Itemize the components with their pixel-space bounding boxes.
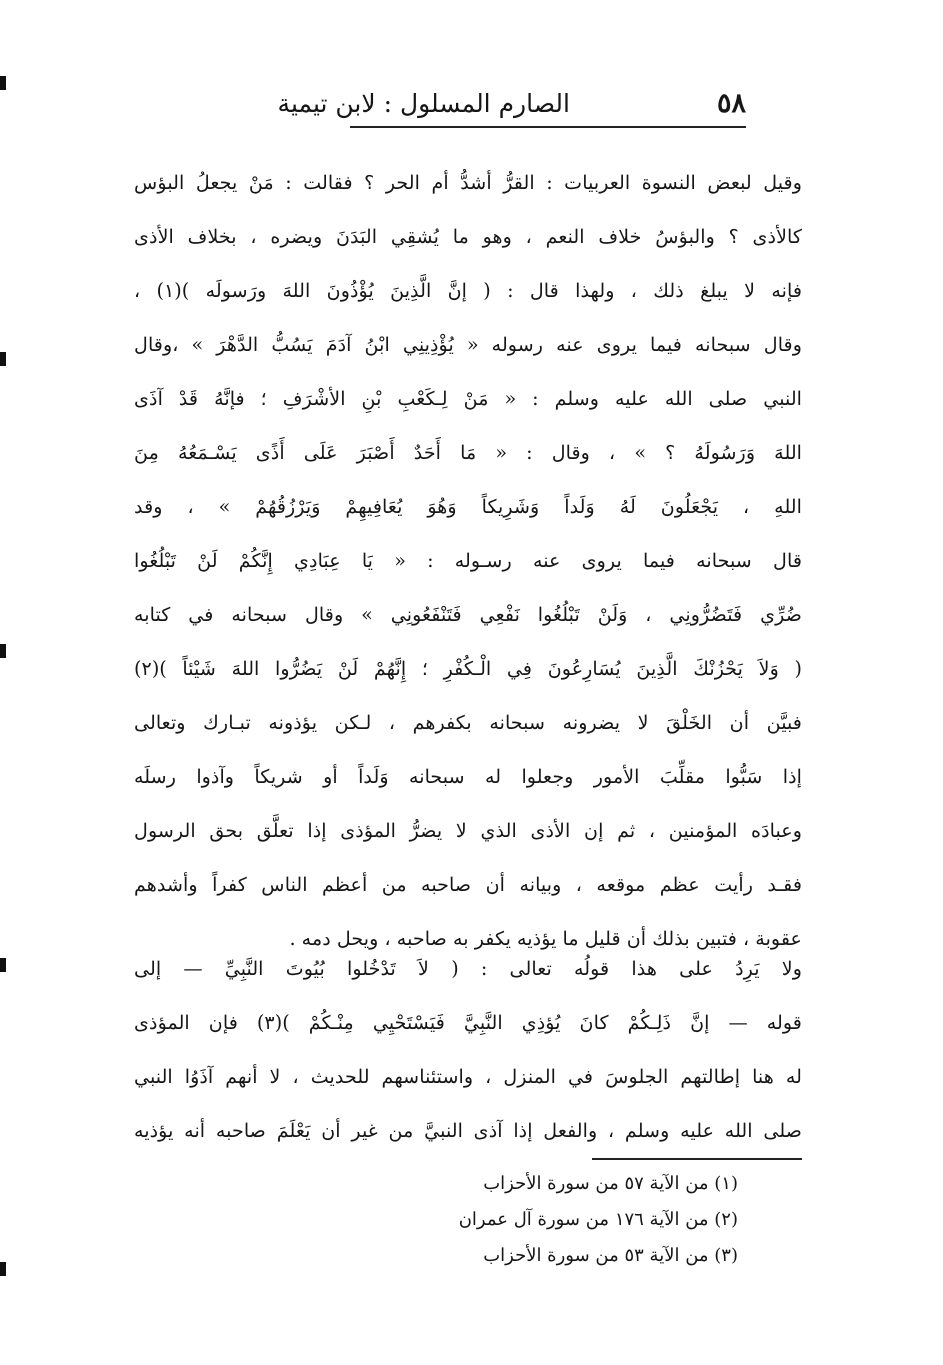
page-edge-mark	[0, 644, 6, 658]
page-edge-mark	[0, 1262, 6, 1276]
page-edge-mark	[0, 352, 6, 366]
text-line: كالأذى ؟ والبؤسُ خلاف النعم ، وهو ما يُشقِي البَدَنَ ويضره ، بخلاف الأذى	[134, 225, 802, 248]
page-number: ٥٨	[716, 88, 746, 119]
text-line: فقـد رأيت عظم موقعه ، وبيانه أن صاحبه من أعظم الناس كفراً وأشدهم	[134, 873, 802, 896]
text-line: النبي صلى الله عليه وسلم : « مَنْ لِـكَعْبِ بْنِ الأشْرَفِ ؛ فإنَّهُ قَدْ آذَى	[134, 387, 802, 410]
text-line: وقال سبحانه فيما يروى عنه رسوله « يُؤْذِينِي ابْنُ آدَمَ يَسُبُّ الدَّهْرَ » ،وقال	[134, 333, 802, 356]
text-line: ( وَلاَ يَحْزُنْكَ الَّذِينَ يُسَارِعُونَ فِي الْـكُفْرِ ؛ إِنَّهُمْ لَنْ يَضُرُّوا اللهَ شَيْئاً )(٢)	[134, 657, 802, 680]
text-line: ضُرِّي فَتَضُرُّونِي ، وَلَنْ تَبْلُغُوا نَفْعِي فَتَنْفَعُونِي » وقال سبحانه في كتابه	[134, 603, 802, 626]
footnote-3: (٣) من الآية ٥٣ من سورة الأحزاب	[483, 1245, 738, 1266]
text-line: صلى الله عليه وسلم ، والفعل إذا آذى النبيَّ من غير أن يَعْلَمَ صاحبه أنه يؤذيه	[134, 1119, 802, 1142]
footnote-2: (٢) من الآية ١٧٦ من سورة آل عمران	[458, 1209, 738, 1230]
page-edge-mark	[0, 958, 6, 972]
text-line: فإنه لا يبلغ ذلك ، ولهذا قال : ( إنَّ الَّذِينَ يُؤْذُونَ اللهَ ورَسولَه )(١) ،	[134, 279, 802, 302]
text-line: وعبادَه المؤمنين ، ثم إن الأذى الذي لا يضرُّ المؤذى إذا تعلَّق بحق الرسول	[134, 819, 802, 842]
text-line: فبيَّن أن الخَلْقَ لا يضرونه سبحانه بكفرهم ، لـكن يؤذونه تبـارك وتعالى	[134, 711, 802, 734]
text-line: له هنا إطالتهم الجلوسَ في المنزل ، واستئناسهم للحديث ، لا أنهم آذَوُا النبي	[134, 1065, 802, 1088]
page-edge-mark	[0, 76, 6, 90]
text-line: عقوبة ، فتبين بذلك أن قليل ما يؤذيه يكفر به صاحبه ، ويحل دمه .	[289, 927, 802, 950]
text-line: اللهَ وَرَسُولَهُ ؟ » ، وقال : « مَا أَحَدٌ أَصْبَرَ عَلَى أَذًى يَسْـمَعُهُ مِنَ	[134, 441, 802, 464]
header-rule	[350, 126, 746, 128]
footnotes	[459, 1166, 738, 1274]
running-title: الصارم المسلول : لابن تيمية	[277, 89, 570, 118]
text-line: قوله — إنَّ ذَلِـكُمْ كانَ يُؤذِي النَّبِيَّ فَيَسْتَحْيِي مِنْـكُمْ )(٣) فإن المؤذى	[134, 1011, 802, 1034]
paragraph-2	[134, 942, 802, 1158]
page-header	[277, 84, 746, 124]
paragraph-1	[134, 156, 802, 966]
text-line: إذا سَبُّوا مقلِّبَ الأمور وجعلوا له سبحانه وَلَداً أو شريكاً وآذوا رسلَه	[134, 765, 802, 788]
text-line: ولا يَرِدُ على هذا قولُه تعالى : ( لاَ تَدْخُلوا بُيُوتَ النَّبِيِّ — إلى	[134, 957, 802, 980]
text-line: قال سبحانه فيما يروى عنه رسـوله : « يَا عِبَادِي إِنَّكُمْ لَنْ تَبْلُغُوا	[134, 549, 802, 572]
text-line: اللهِ ، يَجْعَلُونَ لَهُ وَلَداً وَشَرِيكاً وَهُوَ يُعَافِيهِمْ وَيَرْزُقُهُمْ » ، وقد	[134, 495, 802, 518]
footnote-rule	[592, 1158, 802, 1160]
footnote-1: (١) من الآية ٥٧ من سورة الأحزاب	[483, 1173, 738, 1194]
text-line: وقيل لبعض النسوة العربيات : القرُّ أشدُّ أم الحر ؟ فقالت : مَنْ يجعلُ البؤس	[134, 171, 802, 194]
